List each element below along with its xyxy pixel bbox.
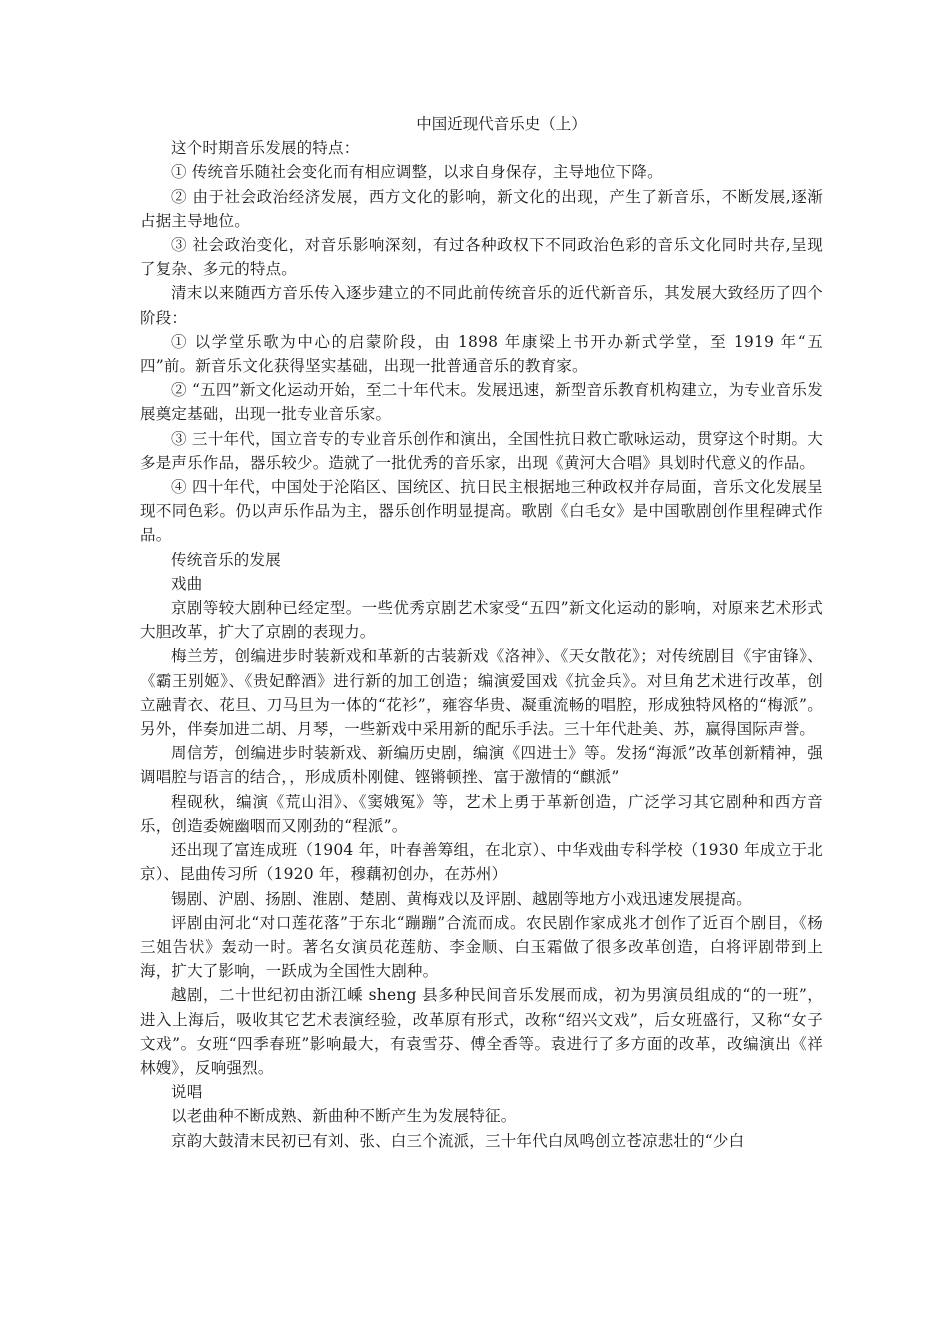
section-heading-traditional-music: 传统音乐的发展: [171, 550, 281, 569]
stage-item-2: ② “五四”新文化运动开始，至二十年代末。发展迅速，新型音乐教育机构建立，为专业音乐发展奠定基础，出现一批专业音乐家。: [140, 381, 823, 424]
paragraph-peking-opera: 京剧等较大剧种已经定型。一些优秀京剧艺术家受“五四”新文化运动的影响，对原来艺术形式大胆改革，扩大了京剧的表现力。: [140, 599, 823, 642]
stage-item-4: ④ 四十年代，中国处于沦陷区、国统区、抗日民主根据地三种政权并存局面，音乐文化发展呈现不同色彩。仍以声乐作品为主，器乐创作明显提高。歌剧《白毛女》是中国歌剧创作里程碑式作品。: [140, 478, 823, 545]
paragraph-opera-schools: 还出现了富连成班（1904 年，叶春善筹组，在北京）、中华戏曲专科学校（1930 年成立于北京）、昆曲传习所（1920 年，穆藕初创办，在苏州）: [140, 841, 823, 884]
document-body: [140, 136, 823, 1153]
stage-item-1: ① 以学堂乐歌为中心的启蒙阶段，由 1898 年康梁上书开办新式学堂，至 1919 年“五四”前。新音乐文化获得坚实基础，出现一批普通音乐的教育家。: [140, 332, 823, 376]
paragraph-cheng-yanqiu: 程砚秋，编演《荒山泪》、《窦娥冤》等，艺术上勇于革新创造，广泛学习其它剧种和西方音乐，创造委婉幽咽而又刚劲的“程派”。: [140, 792, 823, 835]
stages-intro: 清末以来随西方音乐传入逐步建立的不同此前传统音乐的近代新音乐，其发展大致经历了四个阶段：: [140, 284, 823, 327]
paragraph-jingyun-dagu: 京韵大鼓清末民初已有刘、张、白三个流派，三十年代白凤鸣创立苍凉悲壮的“少白: [171, 1131, 745, 1150]
paragraph-mei-lanfang: 梅兰芳，创编进步时装新戏和革新的古装新戏《洛神》、《天女散花》；对传统剧目《宇宙锋》、《霸王别姬》、《贵妃醉酒》进行新的加工创造；编演爱国戏《抗金兵》。对旦角艺术进行改革，创立融青衣、花旦、刀马旦为一体的“花衫”，雍容华贵、凝重流畅的唱腔，形成独特风格的“梅派”。另外，伴奏加进二胡、月琴，一些新戏中采用新的配乐手法。三十年代赴美、苏，赢得国际声誉。: [140, 647, 823, 739]
subsection-heading-shuochang: 说唱: [171, 1083, 203, 1102]
subsection-heading-opera: 戏曲: [171, 574, 203, 593]
paragraph-pingju: 评剧由河北“对口莲花落”于东北“蹦蹦”合流而成。农民剧作家成兆才创作了近百个剧目，《杨三姐告状》轰动一时。著名女演员花莲舫、李金顺、白玉霜做了很多改革创造，白将评剧带到上海，扩大了影响，一跃成为全国性大剧种。: [140, 913, 823, 981]
paragraph-yueju: 越剧，二十世纪初由浙江嵊 sheng 县多种民间音乐发展而成，初为男演员组成的“的一班”，进入上海后，吸收其它艺术表演经验，改革原有形式，改称“绍兴文戏”，后女班盛行，又称“女子文戏”。女班“四季春班”影响最大，有袁雪芬、傅全香等。袁进行了多方面的改革，改编演出《祥林嫂》，反响强烈。: [140, 986, 823, 1077]
feature-item-3: ③ 社会政治变化，对音乐影响深刻，有过各种政权下不同政治色彩的音乐文化同时共存,呈现了复杂、多元的特点。: [140, 236, 823, 279]
document-page: [140, 112, 823, 1153]
feature-item-1: ① 传统音乐随社会变化而有相应调整，以求自身保存，主导地位下降。: [171, 163, 663, 182]
document-title: 中国近现代音乐史（上）: [416, 115, 587, 133]
paragraph-shuochang-features: 以老曲种不断成熟、新曲种不断产生为发展特征。: [171, 1107, 517, 1126]
stage-item-3: ③ 三十年代，国立音专的专业音乐创作和演出，全国性抗日救亡歌咏运动，贯穿这个时期。大多是声乐作品，器乐较少。造就了一批优秀的音乐家，出现《黄河大合唱》具划时代意义的作品。: [140, 429, 823, 472]
paragraph-local-operas: 锡剧、沪剧、扬剧、淮剧、楚剧、黄梅戏以及评剧、越剧等地方小戏迅速发展提高。: [171, 889, 752, 908]
paragraph-zhou-xinfang: 周信芳，创编进步时装新戏、新编历史剧，编演《四进士》等。发扬“海派”改革创新精神，强调唱腔与语言的结合，，形成质朴刚健、铿锵顿挫、富于激情的“麒派”: [140, 744, 823, 787]
feature-item-2: ② 由于社会政治经济发展，西方文化的影响，新文化的出现，产生了新音乐，不断发展,逐渐占据主导地位。: [140, 187, 823, 230]
intro-heading: 这个时期音乐发展的特点：: [171, 139, 360, 158]
